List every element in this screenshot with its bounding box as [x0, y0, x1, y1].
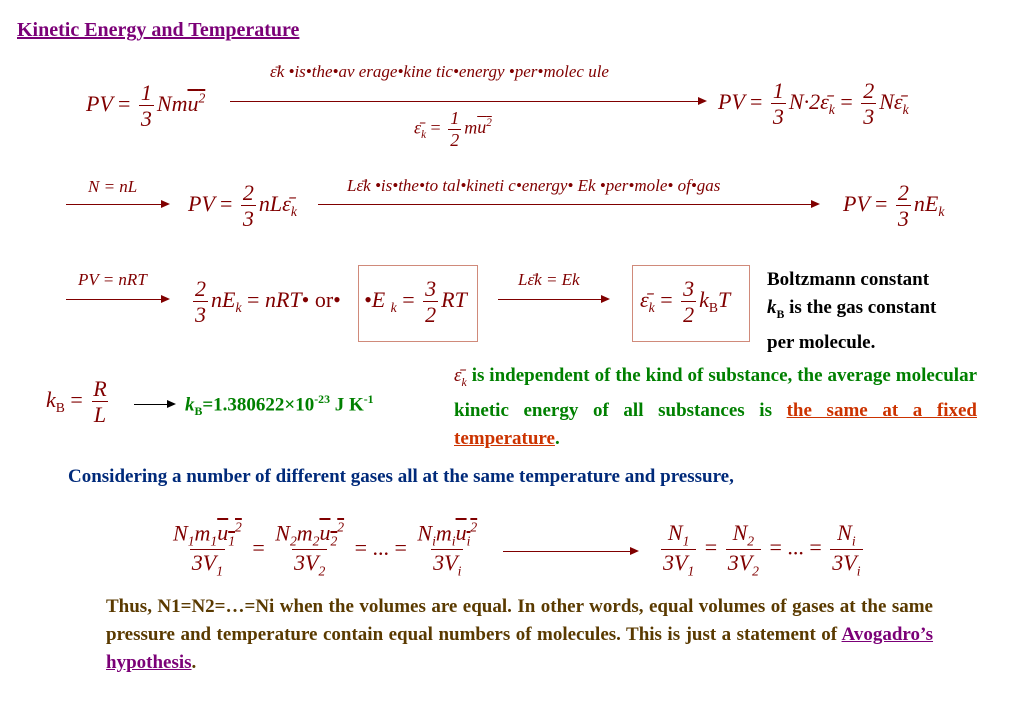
- eq-pv-nmu2: PV = $\frac{1}{3}$ Nmu$^2$: [86, 80, 206, 132]
- eq-nek-nrt: $\frac{2}{3}$ $nE_k$ = nRT• or•: [195, 276, 341, 328]
- eq-pv-n-ek: PV = $\frac{1}{3}$ $N\cdot 2\varepsilon̄_k$ = $\frac{2}{3}$ $N\varepsilon̄_k$: [718, 78, 909, 130]
- arrow-row3-mid: [498, 299, 608, 300]
- arrow-row1: [230, 101, 705, 102]
- arrow-row3-left: [66, 299, 168, 300]
- eq-pv-nek: PV = $\frac{2}{3}$ $nE_k$: [843, 180, 945, 232]
- same-temperature-highlight: the same at a fixed temperature: [454, 399, 977, 449]
- arrow-row5: [503, 551, 637, 552]
- avogadro-link[interactable]: Avogadro’s hypothesis: [106, 624, 934, 673]
- arrow-row2-left: [66, 204, 168, 205]
- arrow-row4: [134, 404, 174, 405]
- eq-n-over-3v: $\frac{N_1}{3V_1}$ = $\frac{N_2}{3V_2}$ = ... = $\frac{N_i}{3V_i}$: [663, 520, 861, 579]
- eq-kb-r-l: $k_B$ = $\frac{R}{L}$: [46, 376, 107, 428]
- caption-average-ke: ε̄k •is•the•av erage•kine tic•energy •per•molec ule: [270, 62, 609, 81]
- caption-total-ke: Lε̄k •is•the•to tal•kineti c•energy• Ek •per•mole• of•gas: [347, 176, 721, 195]
- eq-pv-nl-ek: PV = $\frac{2}{3}$ $nL\varepsilon̄_k$: [188, 180, 297, 232]
- arrow-row2-right: [318, 204, 818, 205]
- independent-statement: $\varepsilon̄_k$ is independent of the kind of substance, the average molecular kinetic energy of all substances is the same at a fixed temperature.: [454, 365, 978, 449]
- caption-pv-nrt: PV = nRT: [78, 270, 147, 289]
- kb-value: $k_B=1.380622\times 10^{-23}$ J $K^{-1}$: [185, 393, 374, 419]
- caption-n-nl: N = nL: [88, 177, 138, 196]
- note-boltzmann: Boltzmann constant $k_B$ is the gas constant per molecule.: [767, 269, 937, 353]
- considering-line: Considering a number of different gases all at the same temperature and pressure,: [68, 466, 734, 487]
- eq-gas-ratios: $\frac{N_1m_1u_1^2}{3V_1}$ = $\frac{N_2m_2u_2^2}{3V_2}$ = ... = $\frac{N_im_iu_i^2}{3V_i}$: [173, 520, 478, 579]
- page-title: Kinetic Energy and Temperature: [17, 19, 300, 41]
- conclusion-paragraph: Thus, N1=N2=…=Ni when the volumes are equal. In other words, equal volumes of gases at the same pressure and temperature contain equal numbers of molecules. This is just a statement of Avogadro’s hypothesis.: [106, 596, 934, 673]
- eq-ek-kbt: $\varepsilon̄_k$ = $\frac{3}{2}$ $k_BT$: [640, 276, 731, 328]
- eq-ek-3-2-rt: •E $_k$ = $\frac{3}{2}$ RT: [364, 276, 467, 328]
- caption-l-ek: Lε̄k = Ek: [518, 270, 580, 289]
- eq-ek-half-mu2: $\varepsilon̄_k$ = $\frac{1}{2}$ $mu^2$: [414, 108, 492, 150]
